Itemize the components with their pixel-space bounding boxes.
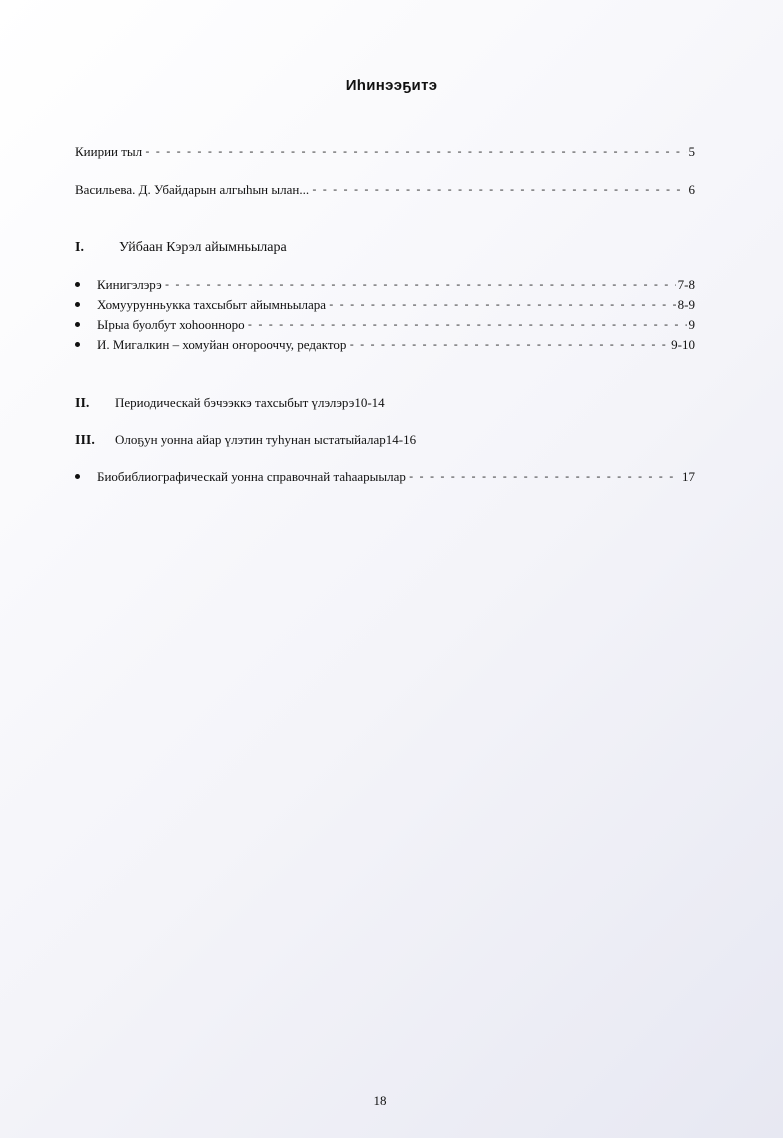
page-title: Иһинээҕитэ	[345, 77, 438, 94]
toc-entry	[75, 144, 695, 164]
section-numeral: II.	[75, 396, 90, 411]
toc-entry-label: Васильева. Д. Убайдарын алгыһын ылан...	[75, 182, 310, 197]
list-item-label: Биобиблиографическай уонна справочнай таһаарыылар	[97, 469, 406, 484]
bullet-icon	[75, 342, 80, 347]
list-item	[75, 337, 695, 357]
section-heading	[75, 395, 695, 412]
list-item-label: Хомуурунньукка тахсыбыт айымньылара	[97, 297, 327, 312]
leader-dots	[408, 468, 680, 484]
list-item	[75, 469, 695, 489]
bullet-icon	[75, 302, 80, 307]
list-item-page: 8-9	[677, 297, 695, 312]
bullet-icon	[75, 474, 80, 479]
leader-dots	[144, 143, 686, 159]
section-numeral: III.	[75, 433, 95, 448]
section-title: Уйбаан Кэрэл айымньылара	[119, 240, 287, 255]
section-page: 14-16	[385, 432, 417, 447]
list-item-page: 7-8	[677, 277, 695, 292]
leader-dots	[328, 296, 676, 312]
section-page: 10-14	[354, 395, 385, 410]
list-item-page: 9	[688, 317, 695, 332]
section-title: Периодическай бэчээккэ тахсыбыт үлэлэрэ	[115, 395, 355, 410]
leader-dots	[247, 316, 687, 332]
toc-entry-page: 6	[688, 182, 695, 197]
leader-dots	[348, 336, 669, 352]
section-title: Олоҕун уонна айар үлэтин туһунан ыстатыйалар	[115, 432, 386, 447]
section-numeral: I.	[75, 240, 84, 255]
bullet-icon	[75, 282, 80, 287]
toc-entry-label: Киирии тыл	[75, 144, 143, 159]
list-item-label: Кинигэлэрэ	[97, 277, 162, 292]
list-item-page: 17	[682, 469, 695, 484]
list-item	[75, 297, 695, 317]
list-item	[75, 277, 695, 297]
toc-entry	[75, 182, 695, 202]
section-heading	[75, 240, 287, 256]
leader-dots	[164, 276, 676, 292]
bullet-icon	[75, 322, 80, 327]
list-item-page: 9-10	[671, 337, 695, 352]
leader-dots	[311, 181, 686, 197]
page-number: 18	[373, 1093, 387, 1108]
section-heading	[75, 432, 695, 449]
list-item-label: Ырыа буолбут хоһоонноро	[97, 317, 245, 332]
toc-entry-page: 5	[688, 144, 695, 159]
list-item-label: И. Мигалкин – хомуйан оҥорооччу, редактор	[97, 337, 347, 352]
list-item	[75, 317, 695, 337]
